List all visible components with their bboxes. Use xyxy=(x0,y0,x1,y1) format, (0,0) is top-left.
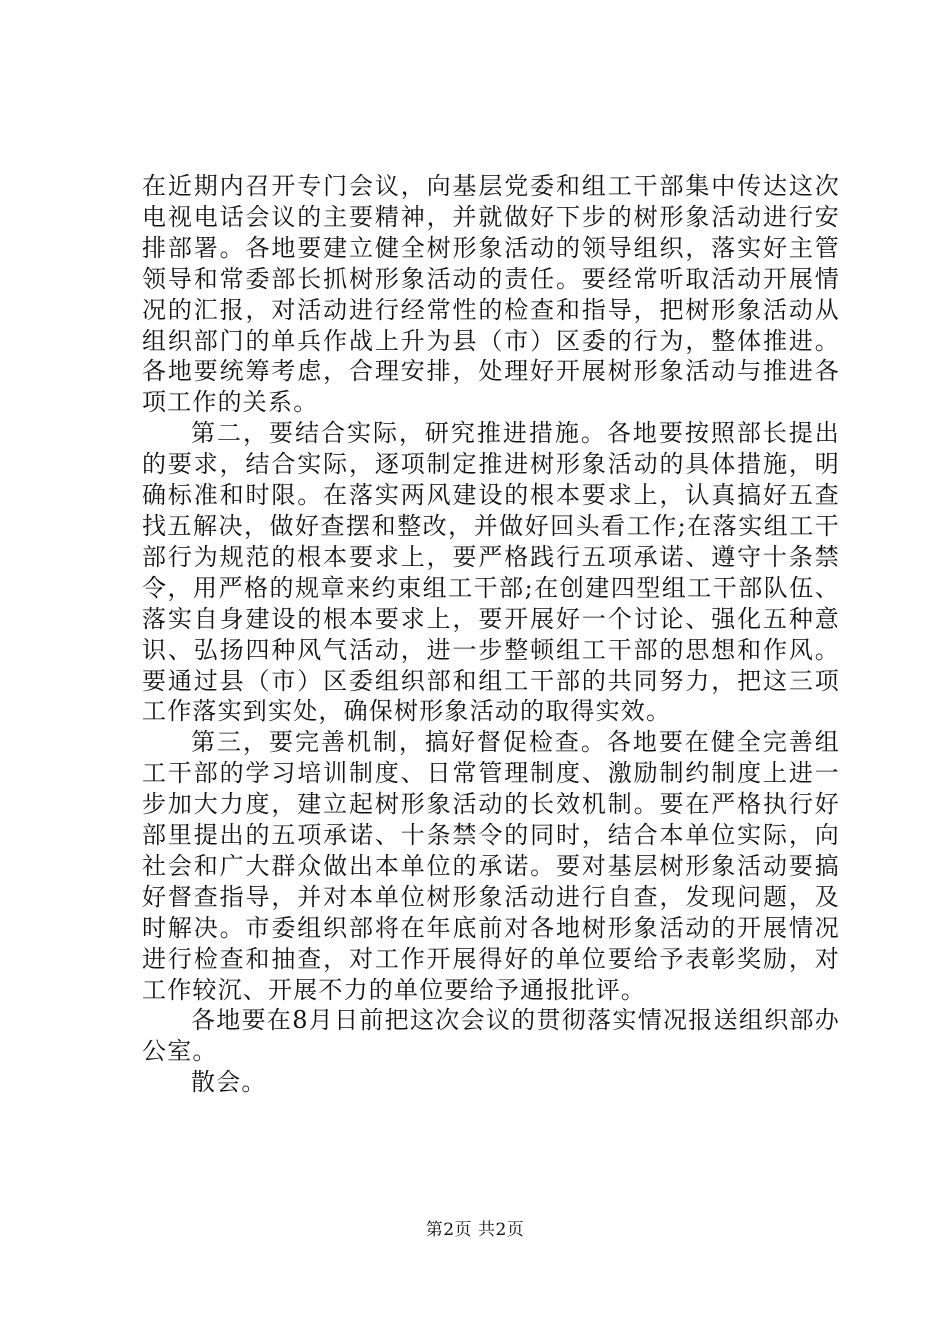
document-body xyxy=(142,171,840,1098)
paragraph-report-deadline: 各地要在8月日前把这次会议的贯彻落实情况报送组织部办公室。 xyxy=(142,1006,840,1066)
page-number-label: 第2页 共2页 xyxy=(425,1220,525,1240)
paragraph-second-point: 第二，要结合实际，研究推进措施。各地要按照部长提出的要求，结合实际，逐项制定推进树形象活动的具体措施，明确标准和时限。在落实两风建设的根本要求上，认真搞好五查找五解决，做好查摆和整改，并做好回头看工作;在落实组工干部行为规范的根本要求上，要严格践行五项承诺、遵守十条禁令，用严格的规章来约束组工干部;在创建四型组工干部队伍、落实自身建设的根本要求上，要开展好一个讨论、强化五种意识、弘扬四种风气活动，进一步整顿组工干部的思想和作风。要通过县（市）区委组织部和组工干部的共同努力，把这三项工作落实到实处，确保树形象活动的取得实效。 xyxy=(142,419,840,726)
page-footer xyxy=(0,1215,950,1240)
paragraph-third-point: 第三，要完善机制，搞好督促检查。各地要在健全完善组工干部的学习培训制度、日常管理制度、激励制约制度上进一步加大力度，建立起树形象活动的长效机制。要在严格执行好部里提出的五项承诺、十条禁令的同时，结合本单位实际，向社会和广大群众做出本单位的承诺。要对基层树形象活动要搞好督查指导，并对本单位树形象活动进行自查，发现问题，及时解决。市委组织部将在年底前对各地树形象活动的开展情况进行检查和抽查，对工作开展得好的单位要给予表彰奖励，对工作较沉、开展不力的单位要给予通报批评。 xyxy=(142,728,840,1004)
paragraph-continuation: 在近期内召开专门会议，向基层党委和组工干部集中传达这次电视电话会议的主要精神，并就做好下步的树形象活动进行安排部署。各地要建立健全树形象活动的领导组织，落实好主管领导和常委部长抓树形象活动的责任。要经常听取活动开展情况的汇报，对活动进行经常性的检查和指导，把树形象活动从组织部门的单兵作战上升为县（市）区委的行为，整体推进。各地要统筹考虑，合理安排，处理好开展树形象活动与推进各项工作的关系。 xyxy=(142,172,840,417)
paragraph-closing: 散会。 xyxy=(191,1068,267,1097)
